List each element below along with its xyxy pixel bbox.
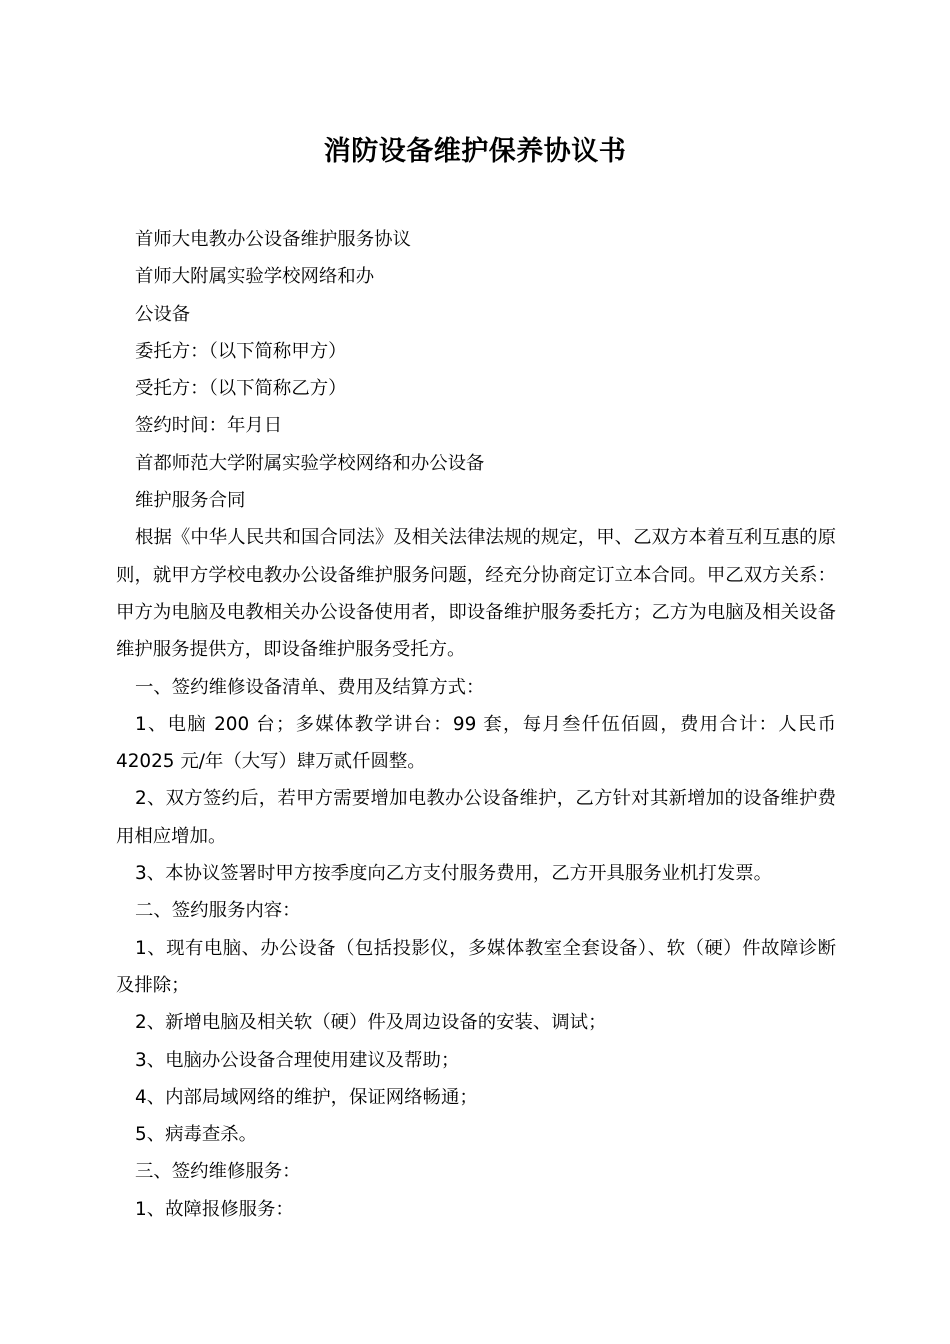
section-heading-1: 一、签约维修设备清单、费用及结算方式： [135,676,485,698]
clause-2-3: 3、电脑办公设备合理使用建议及帮助； [135,1049,460,1071]
paragraph-school-line-2: 公设备 [135,303,191,325]
document-body [116,221,836,1228]
paragraph-contract-school: 首都师范大学附属实验学校网络和办公设备 [135,452,485,474]
clause-2-2: 2、新增电脑及相关软（硬）件及周边设备的安装、调试； [135,1012,607,1034]
paragraph-sign-date: 签约时间：年月日 [135,415,283,437]
paragraph-client: 委托方：（以下简称甲方） [135,340,347,362]
section-heading-2: 二、签约服务内容： [135,900,301,922]
paragraph-preamble: 根据《中华人民共和国合同法》及相关法律法规的规定，甲、乙双方本着互利互惠的原则，就甲方学校电教办公设备维护服务问题，经充分协商定订立本合同。甲乙双方关系：甲方为电脑及电教相关办公设备使用者，即设备维护服务委托方；乙方为电脑及相关设备维护服务提供方，即设备维护服务受托方。 [116,527,836,661]
clause-2-4: 4、内部局域网络的维护，保证网络畅通； [135,1086,478,1108]
clause-2-1: 1、现有电脑、办公设备（包括投影仪，多媒体教室全套设备）、软（硬）件故障诊断及排除； [116,937,836,996]
paragraph-school-line-1: 首师大附属实验学校网络和办 [135,266,375,288]
section-heading-3: 三、签约维修服务： [135,1161,301,1183]
clause-2-5: 5、病毒查杀。 [135,1124,258,1146]
clause-1-2: 2、双方签约后，若甲方需要增加电教办公设备维护，乙方针对其新增加的设备维护费用相应增加。 [116,788,836,847]
clause-1-3: 3、本协议签署时甲方按季度向乙方支付服务费用，乙方开具服务业机打发票。 [135,863,772,885]
document-title: 消防设备维护保养协议书 [323,136,627,167]
paragraph-intro-title: 首师大电教办公设备维护服务协议 [135,229,411,250]
paragraph-contractor: 受托方：（以下简称乙方） [135,378,347,400]
clause-1-1: 1、电脑 200 台；多媒体教学讲台：99 套，每月叁仟伍佰圆，费用合计：人民币 42025 元/年（大写）肆万贰仟圆整。 [116,713,836,773]
paragraph-contract-name: 维护服务合同 [135,490,246,512]
clause-3-1: 1、故障报修服务： [135,1198,294,1220]
